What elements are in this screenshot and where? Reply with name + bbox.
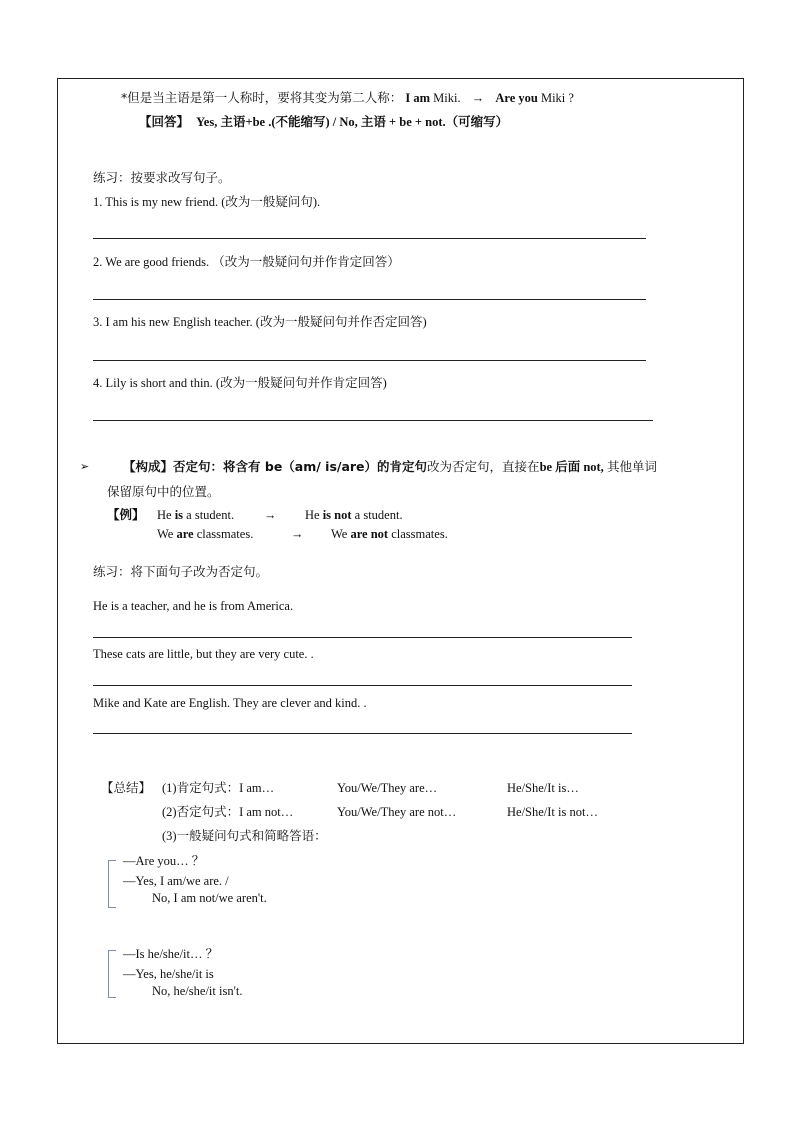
- ex2-before-bold: are: [176, 527, 194, 541]
- summary-r2-b: You/We/They are not…: [337, 805, 457, 819]
- construct-label: 【构成】否定句：: [123, 459, 224, 474]
- exercise2-item-2: These cats are little, but they are very cute. .: [93, 647, 314, 661]
- summary-label: 【总结】: [101, 780, 152, 795]
- note-example-b: Are you: [495, 91, 538, 105]
- answer-rule: [139, 114, 508, 130]
- summary-r2-c: He/She/It is not…: [507, 805, 598, 819]
- exercise2-item-3: Mike and Kate are English. They are clever and kind. .: [93, 696, 367, 710]
- ex1-before-pre: He: [157, 508, 172, 522]
- ex2-before-pre: We: [157, 527, 174, 541]
- example1-arrow: →: [264, 508, 277, 522]
- ex1-after-pre: He: [305, 508, 320, 522]
- construct-text-mid: 改为否定句，直接在: [427, 459, 540, 474]
- summary-r2-a: (2)否定句式：I am not…: [162, 805, 294, 819]
- example2-after: [331, 526, 448, 542]
- dialog2-answer-no: No, he/she/it isn't.: [152, 984, 243, 998]
- answer-line-5[interactable]: [93, 637, 632, 638]
- construct-text-bold: 将含有 be（am/ is/are）的肯定句: [223, 459, 428, 474]
- ex1-before-bold: is: [174, 508, 184, 522]
- example2-arrow: →: [291, 527, 304, 541]
- construct-rule: [123, 459, 657, 475]
- summary-r3: (3)一般疑问句式和简略答语：: [162, 829, 327, 843]
- example1-after: [305, 507, 403, 523]
- note-example-b-name: Miki ?: [540, 91, 574, 105]
- ex1-after-bold: is not: [322, 508, 352, 522]
- bullet-arrow-icon: ➢: [80, 461, 90, 473]
- exercise1-heading: 练习：按要求改写句子。: [93, 170, 231, 185]
- exercise1-item-3: 3. I am his new English teacher. (改为一般疑问句并作否定回答): [93, 315, 427, 329]
- exercise2-heading: 练习：将下面句子改为否定句。: [93, 564, 269, 579]
- ex1-before-post: a student.: [186, 508, 235, 522]
- note-prefix: *但是当主语是第一人称时，要将其变为第二人称：: [121, 90, 403, 105]
- construct-line2: 保留原句中的位置。: [107, 484, 220, 499]
- note-arrow: →: [471, 91, 485, 105]
- ex2-after-post: classmates.: [391, 527, 448, 541]
- exercise2-item-1: He is a teacher, and he is from America.: [93, 599, 294, 613]
- answer-line-6[interactable]: [93, 685, 632, 686]
- ex1-after-post: a student.: [354, 508, 403, 522]
- summary-r1-a: (1)肯定句式：I am…: [162, 781, 275, 795]
- exercise1-item-4: 4. Lily is short and thin. (改为一般疑问句并作肯定回答): [93, 376, 387, 390]
- answer-text: Yes, 主语+be .(不能缩写) / No, 主语 + be + not.（可缩写）: [196, 115, 509, 129]
- summary-r1-b: You/We/They are…: [337, 781, 438, 795]
- ex2-after-pre: We: [331, 527, 348, 541]
- ex2-before-post: classmates.: [196, 527, 254, 541]
- example1-before: [157, 507, 234, 523]
- summary-r1-c: He/She/It is…: [507, 781, 579, 795]
- dialog1-answer-no: No, I am not/we aren't.: [152, 891, 267, 905]
- dialog2-bracket: [108, 950, 116, 998]
- ex2-after-bold: are not: [350, 527, 389, 541]
- note-example-a-name: Miki.: [433, 91, 461, 105]
- answer-label: 【回答】: [139, 114, 190, 129]
- answer-line-4[interactable]: [93, 420, 653, 421]
- example2-before: [157, 526, 253, 542]
- dialog2-question: —Is he/she/it… ？: [123, 947, 219, 961]
- dialog1-answer-yes: —Yes, I am/we are. /: [123, 874, 229, 888]
- construct-text-bold2: be 后面 not,: [539, 460, 604, 474]
- construct-text-end: 其他单词: [606, 459, 657, 474]
- exercise1-item-2: 2. We are good friends. （改为一般疑问句并作肯定回答）: [93, 255, 400, 269]
- note-example-a: I am: [405, 91, 431, 105]
- answer-line-2[interactable]: [93, 299, 646, 300]
- answer-line-7[interactable]: [93, 733, 632, 734]
- example-label: 【例】: [107, 507, 145, 522]
- answer-line-3[interactable]: [93, 360, 646, 361]
- first-person-note: [121, 90, 574, 106]
- dialog2-answer-yes: —Yes, he/she/it is: [123, 967, 214, 981]
- dialog1-question: —Are you… ？: [123, 854, 205, 868]
- exercise1-item-1: 1. This is my new friend. (改为一般疑问句).: [93, 195, 321, 209]
- answer-line-1[interactable]: [93, 238, 646, 239]
- dialog1-bracket: [108, 860, 116, 908]
